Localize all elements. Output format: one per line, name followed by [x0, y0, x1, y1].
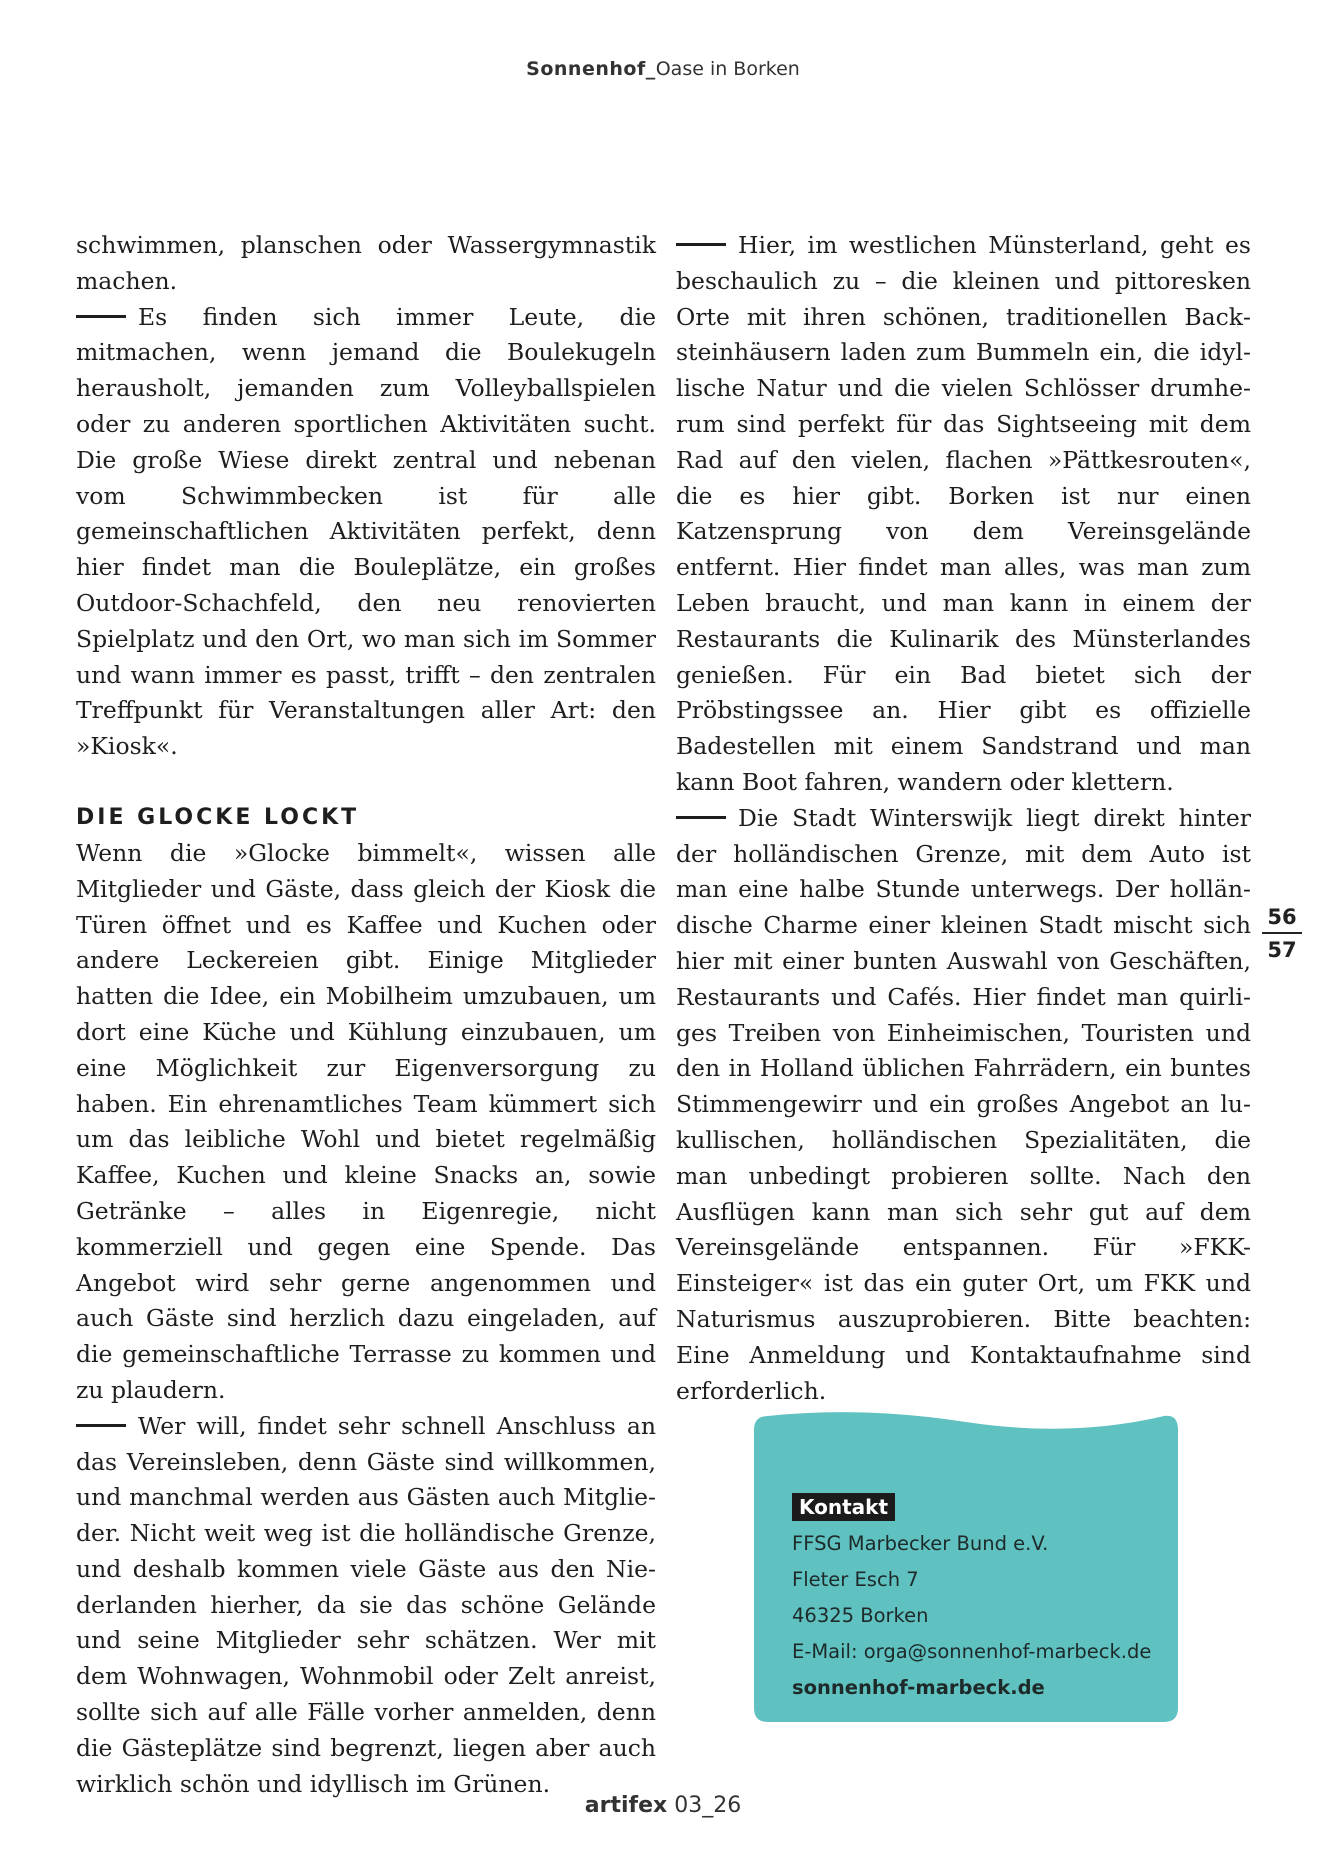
running-footer	[0, 1793, 1326, 1818]
header-brand: Sonnenhof_	[526, 58, 656, 80]
paragraph-text: Hier, im westlichen Münsterland, geht es beschaulich zu – die kleinen und pittoresken Orte mit ihren schönen, traditionellen Backsteinhäusern laden zum Bummeln ein, die idyllische Natur und die vielen Schlösser drumherum sind perfekt für das Sightseeing mit dem Rad auf den vielen, flachen »Pättkesrouten«, die es hier gibt. Borken ist nur einen Katzensprung von dem Vereinsgelände entfernt. Hier findet man alles, was man zum Leben braucht, und man kann in einem der Restaurants die Kulinarik des Münsterlandes genießen. Für ein Bad bietet sich der Pröbstingssee an. Hier gibt es offizielle Badestellen mit einem Sandstrand und man kann Boot fahren, wandern oder klettern.	[676, 231, 1251, 796]
em-dash-rule	[676, 243, 726, 246]
em-dash-rule	[76, 1424, 126, 1427]
contact-box	[754, 1410, 1178, 1722]
section-heading: DIE GLOCKE LOCKT	[76, 804, 360, 830]
contact-name: FFSG Marbecker Bund e.V.	[792, 1532, 1049, 1555]
em-dash-rule	[676, 816, 726, 819]
page-number-left: 56	[1267, 905, 1297, 929]
paragraph-text: Wer will, findet sehr schnell Anschluss an das Vereinsleben, denn Gäste sind willkommen, und manchmal werden aus Gästen auch Mitglieder. Nicht weit weg ist die holländische Grenze, und deshalb kommen viele Gäste aus den Niederlanden hierher, da sie das schöne Gelände und seine Mitglieder sehr schätzen. Wer mit dem Wohnwagen, Wohnmobil oder Zelt anreist, sollte sich auf alle Fälle vorher anmelden, denn die Gästeplätze sind begrenzt, liegen aber auch wirklich schön und idyllisch im Grünen.	[76, 1411, 656, 1798]
left-column	[76, 228, 656, 1802]
page-number-right: 57	[1267, 938, 1297, 962]
paragraph: Wenn die »Glocke bimmelt«, wissen alle Mitglieder und Gäste, dass gleich der Kiosk die Türen öffnet und es Kaffee und Kuchen oder andere Leckereien gibt. Einige Mitglieder hatten die Idee, ein Mobilheim umzubauen, um dort eine Küche und Kühlung einzubauen, um eine Möglichkeit zur Eigenversorgung zu haben. Ein ehrenamtliches Team kümmert sich um das leibliche Wohl und bietet regelmäßig Kaffee, Kuchen und kleine Snacks an, sowie Getränke – alles in Eigenregie, nicht kommerziell und gegen eine Spende. Das Angebot wird sehr gerne angenommen und auch Gäste sind herzlich dazu eingeladen, auf die gemeinschaftliche Terrasse zu kommen und zu plaudern.	[76, 838, 656, 1404]
header-subtitle: Oase in Borken	[655, 58, 800, 80]
contact-content	[792, 1490, 1151, 1706]
footer-issue: 03_26	[667, 1793, 742, 1818]
contact-city: 46325 Borken	[792, 1604, 929, 1627]
running-header	[0, 58, 1326, 80]
contact-email[interactable]: E-Mail: orga@sonnenhof-marbeck.de	[792, 1640, 1152, 1663]
paragraph-text: Die Stadt Winterswijk liegt direkt hinter der holländischen Grenze, mit dem Auto ist man eine halbe Stunde unterwegs. Der holländische Charme einer kleinen Stadt mischt sich hier mit einer bunten Auswahl von Geschäften, Restaurants und Cafés. Hier findet man quirliges Treiben von Einheimischen, Touristen und den in Holland üblichen Fahrrädern, ein buntes Stimmengewirr und ein großes Angebot an lukullischen, holländischen Spezialitäten, die man unbedingt probieren sollte. Nach den Ausflügen kann man sich sehr gut auf dem Vereinsgelände entspannen. Für »FKK-Einsteiger« ist das ein guter Ort, um FKK und Naturismus auszuprobieren. Bitte beachten: Eine Anmeldung und Kontaktaufnahme sind erforderlich.	[676, 803, 1251, 1405]
paragraph-with-dash	[676, 801, 1251, 1410]
paragraph-text: Es finden sich immer Leute, die mitmachen, wenn jemand die Boulekugeln herausholt, jemanden zum Volleyballspielen oder zu anderen sportlichen Aktivitäten sucht. Die große Wiese direkt zentral und nebenan vom Schwimmbecken ist für alle gemeinschaftlichen Aktivitäten perfekt, denn hier findet man die Bouleplätze, ein großes Outdoor-Schachfeld, den neu renovierten Spielplatz und den Ort, wo man sich im Sommer und wann immer es passt, trifft – den zentralen Treffpunkt für Veranstaltungen aller Art: den »Kiosk«.	[76, 302, 656, 761]
em-dash-rule	[76, 315, 126, 318]
contact-title: Kontakt	[792, 1493, 895, 1521]
paragraph-with-dash	[676, 228, 1251, 801]
right-column	[676, 228, 1251, 1409]
paragraph-with-dash	[76, 300, 656, 765]
paragraph-with-dash	[76, 1409, 656, 1803]
contact-street: Fleter Esch 7	[792, 1568, 919, 1591]
page-number-divider	[1262, 932, 1302, 934]
contact-website-link[interactable]: sonnenhof-marbeck.de	[792, 1676, 1045, 1699]
footer-brand: artifex	[584, 1793, 668, 1818]
page-numbers	[1262, 904, 1302, 963]
paragraph: schwimmen, planschen oder Wassergymnastik machen.	[76, 231, 656, 295]
